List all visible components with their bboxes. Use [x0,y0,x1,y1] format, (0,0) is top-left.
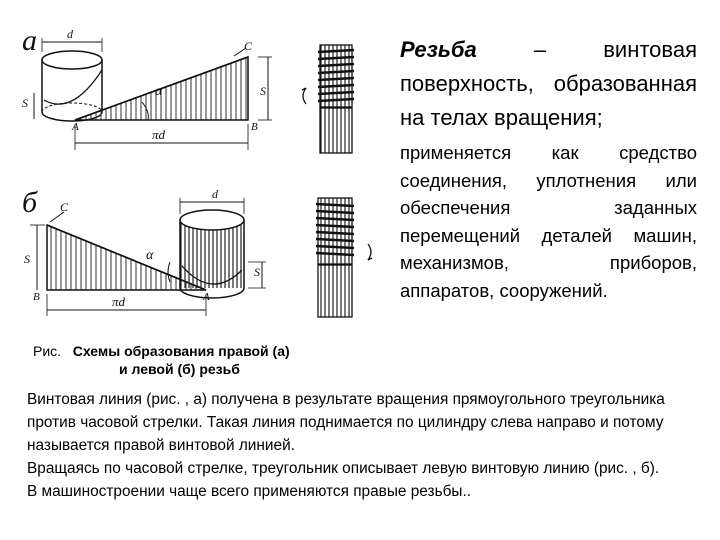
figure-caption [33,342,373,378]
definition-usage: применяется как средство соединения, уплотнения или обеспечения заданных перемещений деталей машин, механизмов, приборов, аппаратов, сооружений. [400,142,697,301]
panel-a-dim-s-left: S [22,96,28,110]
panel-a-dim-pid: πd [152,127,166,142]
panel-b-dim-d: d [212,187,218,201]
panel-b-angle-alpha: α [146,248,154,263]
body-paragraph-1: Винтовая линия (рис. , а) получена в результате вращения прямоугольного треугольника против часовой стрелки. Такая линия поднимается по цилиндру слева направо и потому называется правой винтовой линией. [27,391,665,454]
definition-term: Резьба [400,37,477,62]
panel-b-dim-s-right: S [254,265,260,279]
panel-a-angle-alpha: α [155,84,163,99]
definition-main-text: винтовая поверхность, образованная на телах вращения; [400,37,697,130]
caption-prefix: Рис. [33,343,62,359]
panel-b-dim-pid: πd [112,294,126,309]
panel-a-dim-d: d [67,27,73,41]
definition-main [400,33,697,135]
thread-definition [400,33,697,304]
thread-formation-figure [0,0,390,335]
panel-a-point-b: B [251,121,258,133]
definition-dash: – [476,37,604,62]
caption-line-1: Схемы образования правой (а) [72,343,290,359]
caption-line-2: и левой (б) резьб [119,361,240,377]
right-thread-rod [302,45,354,153]
panel-a-dim-s-right: S [260,84,266,98]
panel-b-dim-s-left: S [24,252,30,266]
panel-b-label: б [22,186,38,219]
panel-a-label: а [22,24,37,57]
panel-b-point-c: C [60,200,69,214]
body-paragraph-3: В машиностроении чаще всего применяются правые резьбы.. [27,483,472,500]
panel-a-point-a: A [72,121,79,133]
panel-a-point-c: C [244,39,253,53]
panel-b-point-b: B [33,291,40,303]
body-paragraph-2: Вращаясь по часовой стрелке, треугольник описывает левую винтовую линию (рис. , б). [27,460,660,477]
panel-b-point-a: A [203,291,210,303]
body-text [27,388,707,503]
left-thread-rod [316,198,372,317]
figure-drawing [0,0,390,335]
